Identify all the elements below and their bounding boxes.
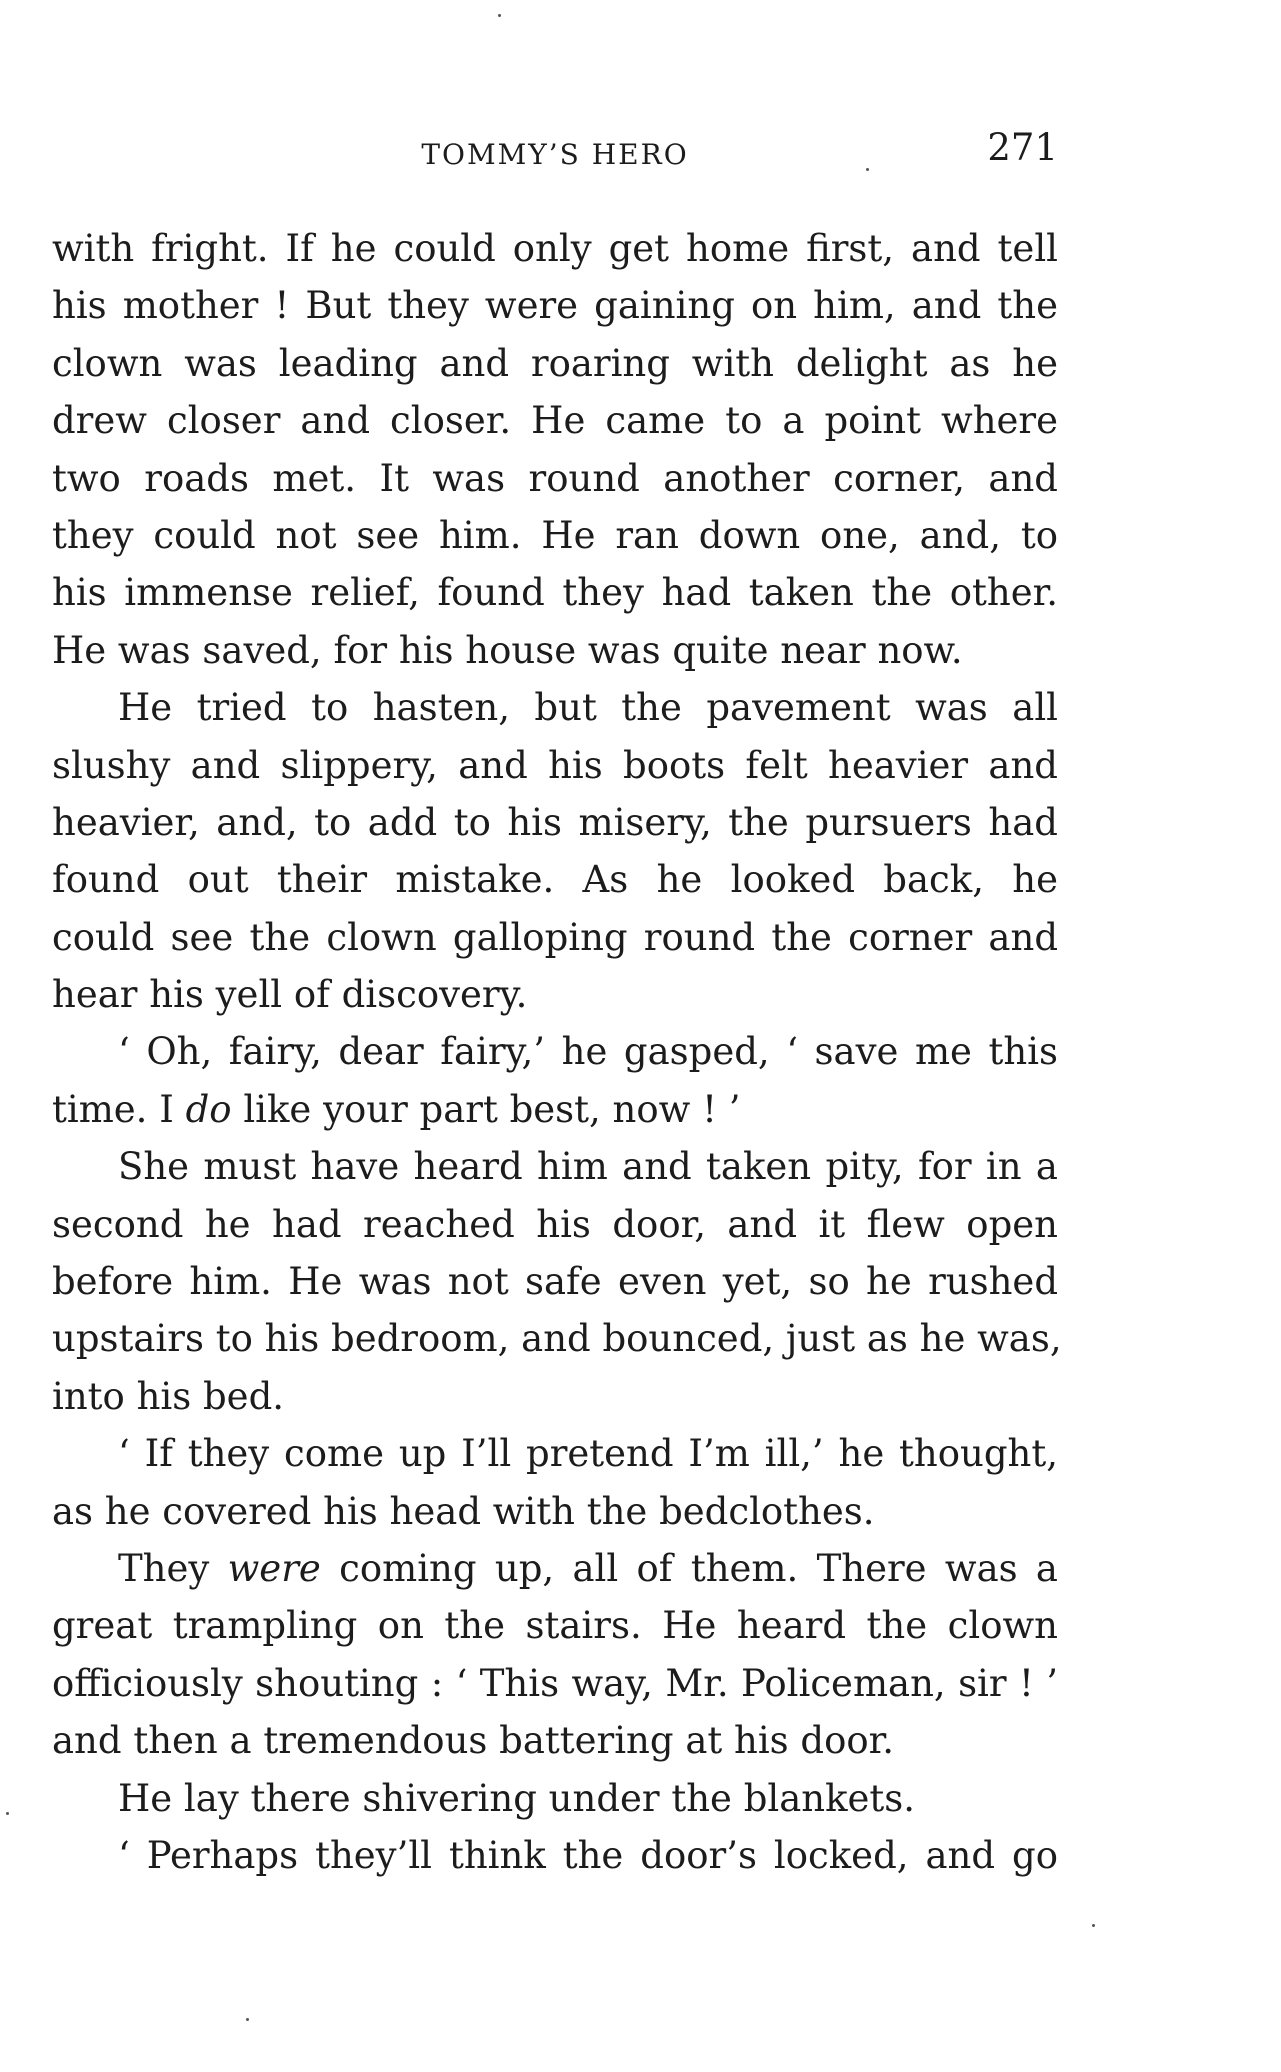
text-line — [52, 1081, 1058, 1138]
page-number: 271 — [987, 126, 1058, 169]
text-line: could see the clown galloping round the corner and — [52, 915, 1058, 959]
text-line: ‘ Oh, fairy, dear fairy,’ he gasped, ‘ save me this — [118, 1030, 1058, 1074]
text-line: upstairs to his bedroom, and bounced, just as he was, — [52, 1317, 1062, 1361]
text-run: coming up, all of them. There was a — [320, 1546, 1058, 1590]
text-run: like your part best, now ! ’ — [231, 1087, 741, 1131]
text-line: great trampling on the stairs. He heard the clown — [52, 1604, 1058, 1648]
text-line: clown was leading and roaring with delight as he — [52, 341, 1058, 385]
emphasis: do — [185, 1087, 232, 1131]
text-line: into his bed. — [52, 1374, 285, 1418]
page-header — [52, 126, 1058, 176]
text-line: before him. He was not safe even yet, so he rushed — [52, 1260, 1058, 1304]
text-line: slushy and slippery, and his boots felt heavier and — [52, 743, 1058, 787]
text-line: ‘ If they come up I’ll pretend I’m ill,’ he thought, — [118, 1432, 1058, 1476]
paper-speck — [6, 1812, 9, 1815]
text-line: second he had reached his door, and it flew open — [52, 1202, 1058, 1246]
text-run: time. I — [52, 1087, 186, 1131]
emphasis: were — [227, 1546, 321, 1590]
text-line: drew closer and closer. He came to a point where — [52, 399, 1058, 443]
text-line: He was saved, for his house was quite near now. — [52, 628, 963, 672]
text-line — [52, 1540, 1058, 1597]
text-line: two roads met. It was round another corner, and — [52, 456, 1058, 500]
text-line: his immense relief, found they had taken the other. — [52, 571, 1058, 615]
text-line: He tried to hasten, but the pavement was all — [118, 686, 1058, 730]
paper-speck — [246, 2018, 249, 2021]
text-line: She must have heard him and taken pity, for in a — [118, 1145, 1058, 1189]
text-line: ‘ Perhaps they’ll think the door’s locked, and go — [118, 1833, 1058, 1877]
text-line: with fright. If he could only get home first, and tell — [52, 227, 1058, 270]
text-line: heavier, and, to add to his misery, the pursuers had — [52, 800, 1058, 844]
paper-speck — [866, 168, 869, 171]
text-line: hear his yell of discovery. — [52, 973, 528, 1017]
text-line: officiously shouting : ‘ This way, Mr. Policeman, sir ! ’ — [52, 1661, 1058, 1705]
text-line: He lay there shivering under the blankets. — [118, 1776, 916, 1820]
paper-speck — [1092, 1924, 1095, 1927]
text-line: they could not see him. He ran down one, and, to — [52, 513, 1058, 557]
paper-speck — [498, 14, 501, 17]
running-title: TOMMY’S HERO — [421, 138, 689, 171]
text-line: and then a tremendous battering at his door. — [52, 1719, 895, 1763]
text-line: found out their mistake. As he looked back, he — [52, 858, 1058, 902]
text-line: his mother ! But they were gaining on him, and the — [52, 284, 1058, 328]
body-text — [52, 220, 1062, 1884]
text-line: as he covered his head with the bedclothes. — [52, 1489, 875, 1533]
text-run: They — [118, 1546, 228, 1590]
